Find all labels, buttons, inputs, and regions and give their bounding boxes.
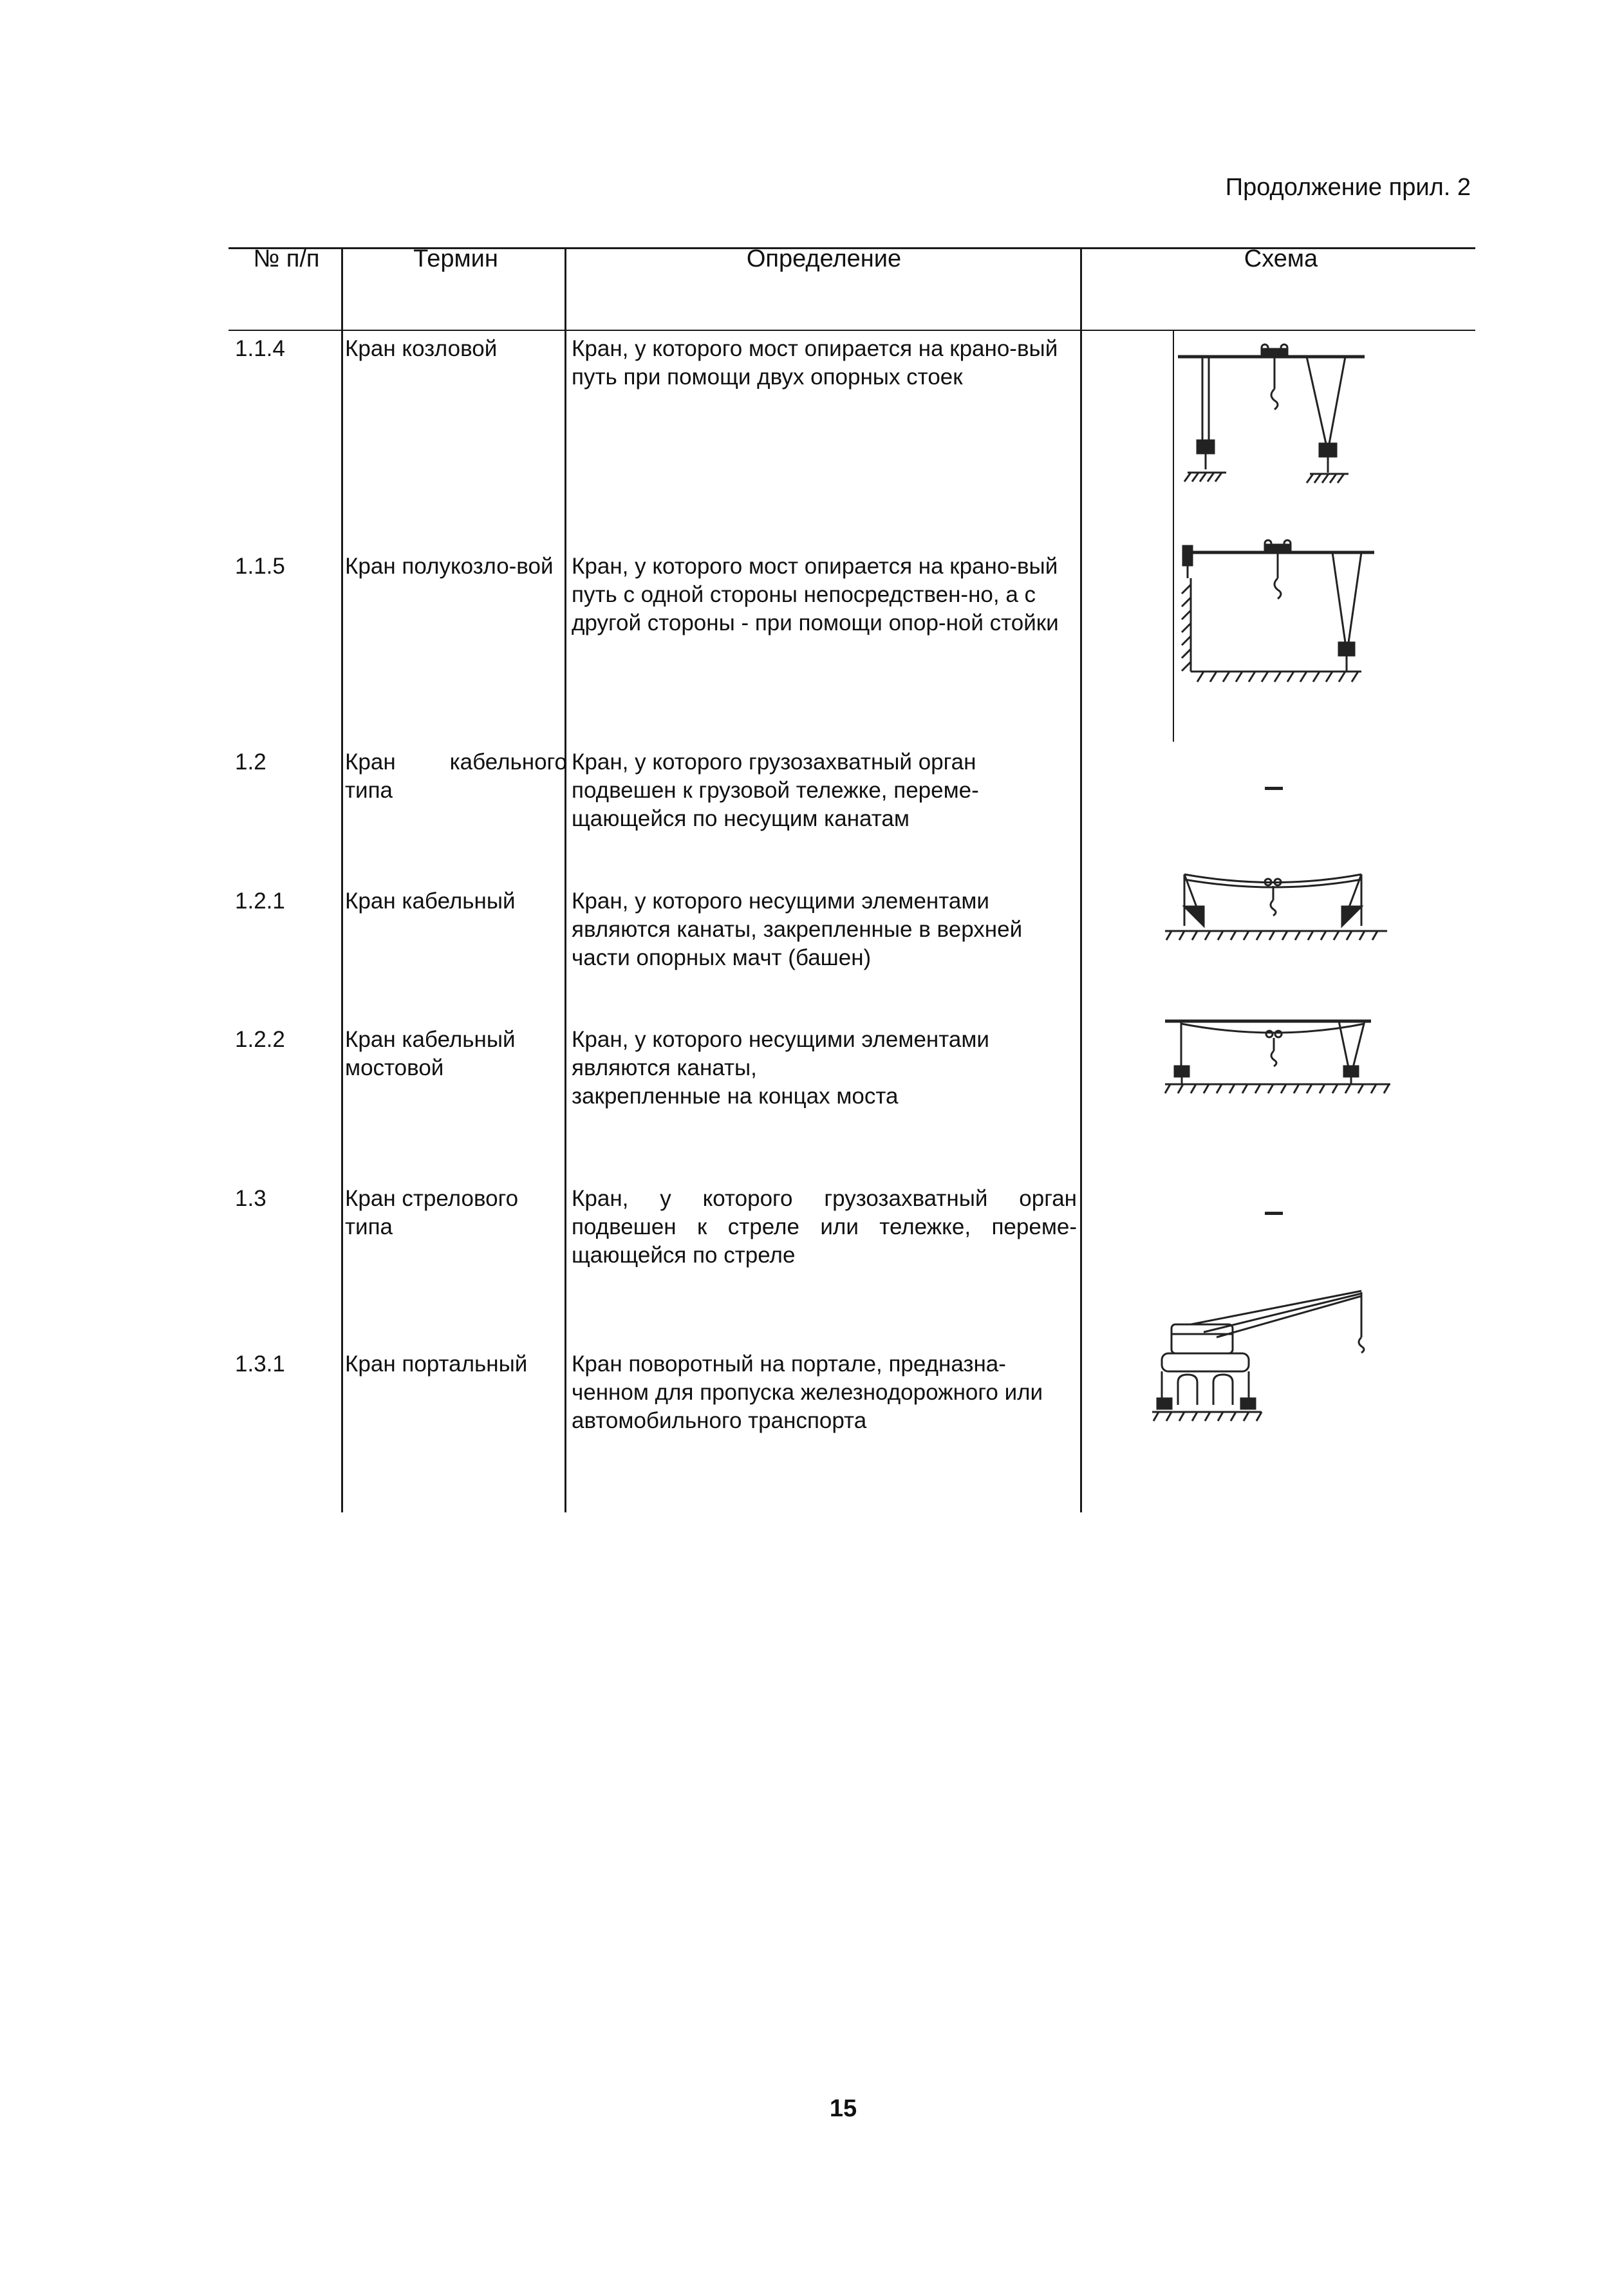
semi-gantry-crane-icon [1152, 527, 1410, 688]
row-definition-line: закрепленные на концах моста [572, 1084, 899, 1109]
row-definition [572, 1026, 1077, 1111]
row-definition: Кран, у которого несущими элементами являются канаты, закрепленные в верхней части опорных мачт (башен) [572, 889, 1023, 970]
column-divider-no [341, 247, 343, 1512]
row-term: Кран стрелового типа [345, 1186, 519, 1239]
row-number: 1.1.5 [235, 554, 285, 579]
portal-crane-icon [1152, 1286, 1410, 1453]
row-term [345, 748, 567, 805]
row-term: Кран кабельный мостовой [345, 1027, 516, 1080]
row-number: 1.2.2 [235, 1027, 285, 1052]
scheme-dash [1265, 1212, 1283, 1215]
row-definition-line: Кран, у которого несущими элементами являются канаты, [572, 1027, 989, 1080]
row-definition: Кран, у которого грузозахватный орган подвешен к стреле или тележке, переме-щающейся по стреле [572, 1186, 1077, 1268]
cable-bridge-crane-icon [1152, 1003, 1410, 1100]
column-divider-definition [1080, 247, 1082, 1512]
row-number: 1.1.4 [235, 336, 285, 361]
continuation-note: Продолжение прил. 2 [1225, 174, 1471, 201]
row-definition: Кран, у которого грузозахватный орган подвешен к грузовой тележке, переме-щающейся по несущим канатам [572, 749, 979, 831]
row-term: Кран кабельный [345, 889, 516, 914]
row-number: 1.3.1 [235, 1351, 285, 1377]
table-header-rule [229, 330, 1475, 331]
row-number: 1.3 [235, 1186, 266, 1211]
header-definition: Определение [746, 245, 902, 272]
cable-crane-icon [1152, 855, 1410, 952]
header-no: № п/п [253, 245, 320, 272]
row-term-word: Кран [345, 749, 396, 775]
row-term-word: кабельного [449, 749, 567, 775]
header-scheme: Схема [1244, 245, 1318, 272]
row-number: 1.2 [235, 749, 266, 775]
row-definition: Кран поворотный на портале, предназна-ченном для пропуска железнодорожного или автомобильного транспорта [572, 1351, 1043, 1433]
row-term: Кран полукозло-вой [345, 554, 554, 579]
scheme-dash [1265, 787, 1283, 790]
header-term: Термин [413, 245, 498, 272]
row-term: Кран козловой [345, 336, 498, 361]
gantry-crane-icon [1152, 337, 1410, 492]
row-definition: Кран, у которого мост опирается на крано-вый путь при помощи двух опорных стоек [572, 336, 1058, 390]
row-definition: Кран, у которого мост опирается на крано-вый путь с одной стороны непосредствен-но, а с другой стороны - при помощи опор-ной стойки [572, 554, 1059, 635]
row-term: Кран портальный [345, 1351, 528, 1377]
page-number: 15 [829, 2095, 857, 2122]
column-divider-term [565, 247, 566, 1512]
row-term-word: типа [345, 778, 393, 803]
row-number: 1.2.1 [235, 889, 285, 914]
